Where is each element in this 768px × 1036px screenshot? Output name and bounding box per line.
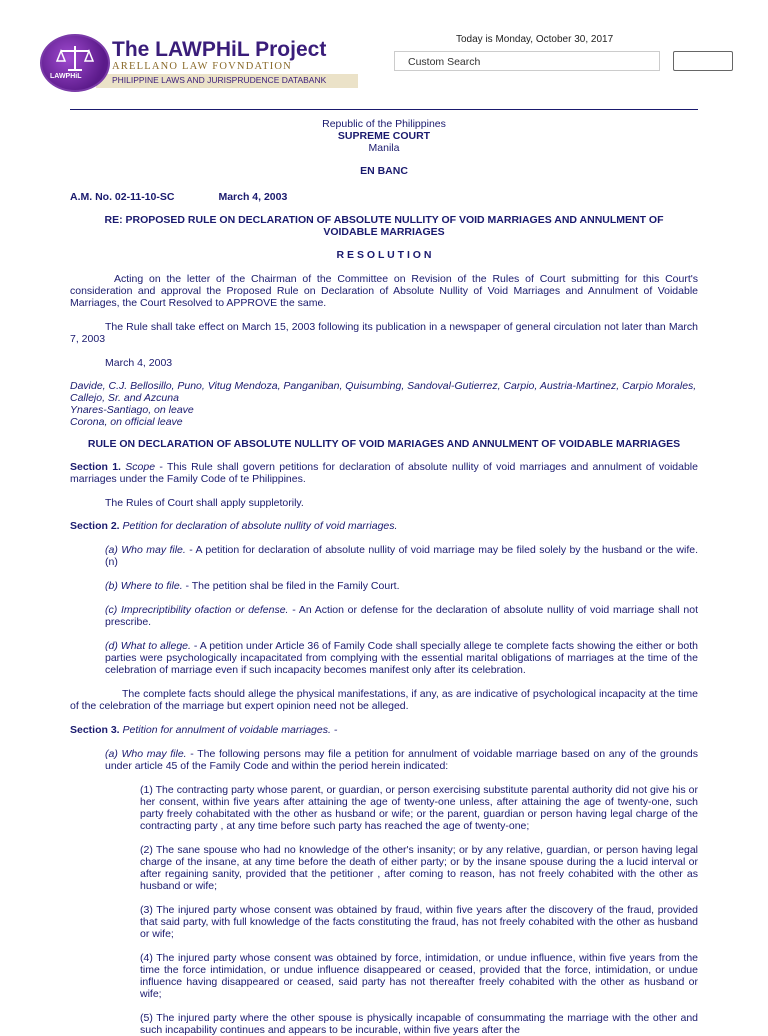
section-3	[70, 724, 698, 736]
s2c-label: (c) Imprecriptibility ofaction or defense.	[105, 604, 289, 616]
s3a-text: - The following persons may file a petition for annulment of voidable marriage based on any of the grounds under article 45 of the Family Code and within the period herein indicated:	[105, 748, 698, 772]
list-item: (2) The sane spouse who had no knowledge of the other's insanity; or by any relative, guardian, or person having legal charge of the insane, at any time before the death of either party; or by the insane spouse during the a lucid interval or after regaining sanity, provided that the petitioner , after coming to reason, has not freely cohabited with the other as husband or wife;	[140, 844, 698, 892]
case-header	[70, 191, 698, 203]
s2b-text: - The petition shal be filed in the Family Court.	[182, 580, 400, 592]
s1-label: Section 1.	[70, 461, 121, 473]
search-button[interactable]	[673, 51, 733, 71]
s2b-label: (b) Where to file.	[105, 580, 183, 592]
logo-title-caps: LAWPHiL	[155, 38, 250, 61]
logo-subtitle: ARELLANO LAW FOVNDATION	[112, 61, 292, 72]
s2-d	[70, 640, 698, 676]
s2c-text: - An Action or defense for the declaration of absolute nullity of void marriage shall not prescribe.	[105, 604, 698, 628]
s3-label: Section 3.	[70, 724, 120, 736]
s2-facts: The complete facts should allege the physical manifestations, if any, as are indicative of psychological incapacity at the time of the celebration of the marriage but expert opinion need not be alleged.	[70, 688, 698, 712]
s2-label: Section 2.	[70, 520, 120, 532]
leave-1: Ynares-Santiago, on leave	[70, 404, 194, 416]
s2d-label: (d) What to allege.	[105, 640, 191, 652]
s1-text: - This Rule shall govern petitions for declaration of absolute nullity of void marriages and annulment of voidable marriages under the Family Code of te Philippines.	[70, 461, 698, 485]
list-item: (3) The injured party whose consent was obtained by fraud, within five years after the discovery of the fraud, provided that said party, with full knowledge of the facts constituting the fraud, has not freely cohabited with the other as husband or wife;	[140, 904, 698, 940]
list-item: (4) The injured party whose consent was obtained by force, intimidation, or undue influence, within five years from the time the force intimidation, or undue influence disappeared or ceased, provided that the force, intimidation, or undue influence having disappeared or ceased, said party has not thereafter freely cohabited with the other as husband or wife;	[140, 952, 698, 1000]
re-title: RE: PROPOSED RULE ON DECLARATION OF ABSOLUTE NULLITY OF VOID MARRIAGES AND ANNULMENT OF VOIDABLE MARRIAGES	[104, 214, 664, 238]
search-input[interactable]	[408, 54, 648, 70]
am-number: A.M. No. 02-11-10-SC	[70, 191, 175, 203]
section-1	[70, 461, 698, 485]
today-date: Today is Monday, October 30, 2017	[456, 34, 614, 45]
para-2: The Rule shall take effect on March 15, 2003 following its publication in a newspaper of general circulation not later than March 7, 2003	[70, 321, 698, 345]
s2a-text: - A petition for declaration of absolute nullity of void marriage may be filed solely by the husband or the wife. (n)	[105, 544, 698, 568]
justices: Davide, C.J. Bellosillo, Puno, Vitug Mendoza, Panganiban, Quisumbing, Sandoval-Gutierrez, Carpio, Austria-Martinez, Carpio Morales, Callejo, Sr. and Azcuna	[70, 380, 697, 404]
s1-suppletory: The Rules of Court shall apply suppletorily.	[105, 497, 304, 509]
leave-2: Corona, on official leave	[70, 416, 183, 428]
lawphil-logo[interactable]	[38, 32, 360, 90]
city: Manila	[368, 142, 400, 154]
republic: Republic of the Philippines	[322, 118, 446, 130]
s1-scope: Scope	[125, 461, 156, 473]
s2-a	[70, 544, 698, 568]
resolution-heading: R E S O L U T I O N	[336, 249, 432, 261]
s2-title: Petition for declaration of absolute nullity of void marriages.	[122, 520, 398, 532]
para-3-date: March 4, 2003	[105, 357, 173, 369]
s3-title: Petition for annulment of voidable marriages. -	[122, 724, 338, 736]
logo-title	[112, 38, 326, 62]
list-item: (1) The contracting party whose parent, or guardian, or person exercising substitute parental authority did not give his or her consent, within five years after attaining the age of twenty-one unless, after attaining the age of twenty-one, such party freely cohabitated with the other as husband or wife; or the parent, guardian or person having legal charge of the contracting party , at any time before such party has reached the age of twenty-one;	[140, 784, 698, 832]
para-1: Acting on the letter of the Chairman of the Committee on Revision of the Rules of Court submitting for this Court's consideration and approval the Proposed Rule on Declaration of Absolute Nullity of Void Marriages and Annulment of Voidable Marriages, the Court Resolved to APPROVE the same.	[70, 273, 698, 309]
court-name: SUPREME COURT	[337, 130, 431, 142]
section-2	[70, 520, 698, 532]
list-item: (5) The injured party where the other spouse is physically incapable of consummating the marriage with the other and such incapability continues and appears to be incurable, within five years after the	[140, 1012, 698, 1036]
header-divider	[70, 109, 698, 110]
scales-of-justice-icon	[40, 34, 110, 92]
en-banc: EN BANC	[360, 165, 408, 177]
page-header	[0, 0, 768, 100]
s2d-text: - A petition under Article 36 of Family Code shall specially allege te complete facts showing the either or both parties were psychologically incapacitated from complying with the essential marital obligations of marriages at the time of the celebration of marriage even if such incapacity becomes manifest only after its celebration.	[105, 640, 698, 676]
logo-small-text: LAWPHiL	[50, 73, 82, 80]
logo-title-prefix: The	[112, 38, 156, 61]
rule-title: RULE ON DECLARATION OF ABSOLUTE NULLITY OF VOID MARIAGES AND ANNULMENT OF VOIDABLE MARRIAGES	[87, 438, 681, 450]
logo-databank: PHILIPPINE LAWS AND JURISPRUDENCE DATABANK	[112, 75, 327, 85]
document-body	[70, 118, 698, 1036]
s2-c	[70, 604, 698, 628]
s2a-label: (a) Who may file.	[105, 544, 186, 556]
logo-title-suffix: Project	[249, 38, 327, 61]
case-date: March 4, 2003	[218, 191, 288, 203]
search-box[interactable]	[394, 51, 660, 71]
s3-a	[70, 748, 698, 772]
s3a-label: (a) Who may file.	[105, 748, 187, 760]
s2-b	[70, 580, 698, 592]
